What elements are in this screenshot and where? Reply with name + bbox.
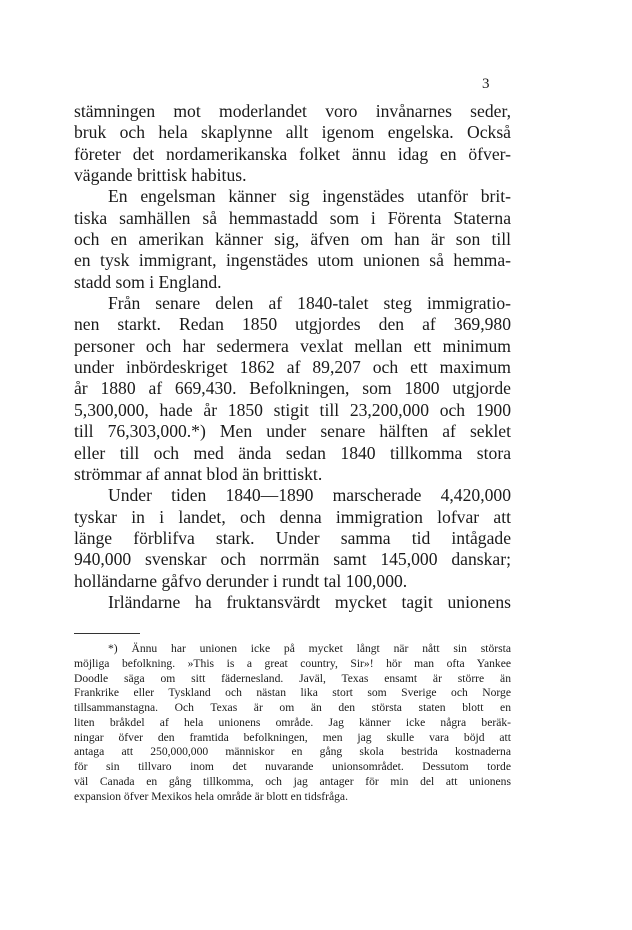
page-number: 3 bbox=[482, 76, 490, 92]
body-line: Från senare delen af 1840-talet steg immigratio- bbox=[108, 293, 511, 314]
body-line: strömmar af annat blod än brittiskt. bbox=[74, 463, 323, 484]
body-line: holländarne gåfvo derunder i rundt tal 100,000. bbox=[74, 570, 408, 591]
body-line: år 1880 af 669,430. Befolkningen, som 1800 utgjorde bbox=[74, 378, 511, 399]
body-line: till 76,303,000.*) Men under senare hälften af seklet bbox=[74, 421, 511, 442]
footnote-line: liten bråkdel af hela unionens område. Jag känner icke några beräk- bbox=[74, 715, 511, 729]
footnote-line: för sin tillvaro inom det nuvarande unionsområdet. Dessutom torde bbox=[74, 760, 511, 773]
body-line: Irländarne ha fruktansvärdt mycket tagit unionens bbox=[108, 591, 511, 612]
footnote-line: ningar öfver den framtida befolkningen, men jag skulle vara böjd att bbox=[74, 730, 511, 744]
body-line: tiska samhällen så hemmastadd som i Förenta Staterna bbox=[74, 207, 511, 228]
body-line: och en amerikan känner sig, äfven om han är son till bbox=[74, 229, 511, 250]
body-line: stadd som i England. bbox=[74, 271, 222, 292]
footnote-line: möjliga befolkning. »This is a great country, Sir»! hör man ofta Yankee bbox=[74, 656, 511, 670]
body-line: eller till och med ända sedan 1840 tillkomma stora bbox=[74, 442, 511, 463]
body-line: länge förblifva stark. Under samma tid intågade bbox=[74, 527, 511, 548]
body-line: stämningen mot moderlandet voro invånarnes seder, bbox=[74, 101, 511, 121]
body-line: personer och har sedermera vexlat mellan ett minimum bbox=[74, 335, 511, 356]
footnote-line: expansion öfver Mexikos hela område är blott en tidsfråga. bbox=[74, 789, 348, 803]
footnote-divider bbox=[74, 633, 140, 634]
footnote-line: Frankrike eller Tyskland och nästan lika stort som Sverige och Norge bbox=[74, 686, 511, 700]
footnote-line: antaga att 250,000,000 människor en gång skola bestrida kostnaderna bbox=[74, 745, 511, 759]
body-line: Under tiden 1840—1890 marscherade 4,420,000 bbox=[108, 485, 511, 506]
body-line: 5,300,000, hade år 1850 stigit till 23,200,000 och 1900 bbox=[74, 399, 511, 420]
body-line: 940,000 svenskar och norrmän samt 145,000 danskar; bbox=[74, 549, 511, 570]
body-line: en tysk immigrant, ingenstädes utom unionen så hemma- bbox=[74, 250, 511, 271]
body-text bbox=[74, 101, 511, 613]
footnote-line: tillsammanstagna. Och Texas är om än den största staten blott en bbox=[74, 701, 511, 714]
body-line: En engelsman känner sig ingenstädes utanför brit- bbox=[108, 186, 511, 207]
body-line: nen starkt. Redan 1850 utgjordes den af 369,980 bbox=[74, 314, 511, 335]
body-line: företer det nordamerikanska folket ännu idag en öfver- bbox=[74, 143, 511, 164]
footnote-line: Doodle säga om sitt fädernesland. Javäl, Texas ensamt är större än bbox=[74, 671, 511, 685]
footnote bbox=[74, 642, 511, 804]
footnote-line: väl Canada en gång tillkomma, och jag antager för min del att unionens bbox=[74, 774, 511, 788]
footnote-line: *) Ännu har unionen icke på mycket långt när nått sin största bbox=[108, 642, 511, 655]
body-line: bruk och hela skaplynne allt igenom engelska. Också bbox=[74, 122, 511, 143]
body-line: vägande brittisk habitus. bbox=[74, 165, 247, 186]
body-line: under inbördeskriget 1862 af 89,207 och ett maximum bbox=[74, 357, 511, 378]
body-line: tyskar in i landet, och denna immigration lofvar att bbox=[74, 506, 511, 527]
